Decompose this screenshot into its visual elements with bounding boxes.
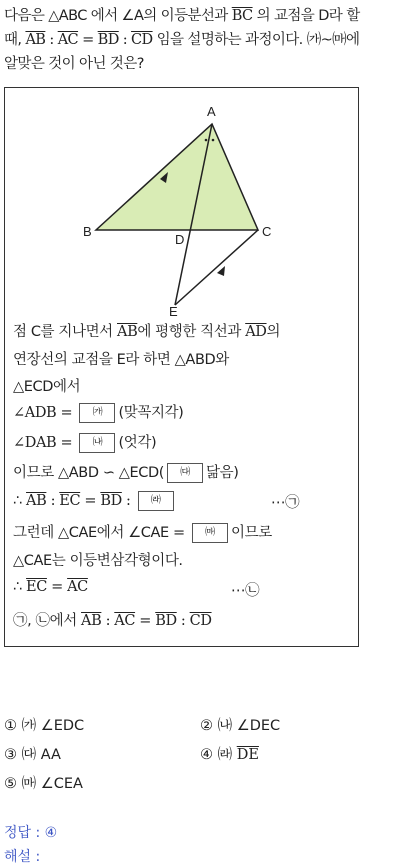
proof-line9: △CAE는 이등변삼각형이다. [13, 553, 183, 569]
segment-bd: $\overline{BD}$ [100, 493, 122, 509]
label-c: C [262, 224, 272, 239]
segment-cd: $\overline{CD}$ [131, 32, 153, 48]
angle-mark-icon [212, 139, 215, 142]
text: = [80, 493, 101, 509]
label-d: D [175, 232, 185, 247]
triangle-figure [79, 100, 279, 319]
question-line1: 다음은 △ABC 에서 ∠A의 이등분선과 [4, 8, 232, 24]
segment-de: $\overline{DE}$ [236, 747, 259, 763]
blank-ma: ㈒ [192, 523, 228, 543]
option-2[interactable]: ② ㈏ ∠DEC [200, 718, 281, 734]
tag-2: ⋯㉡ [231, 583, 260, 599]
segment-ac: $\overline{AC}$ [57, 32, 79, 48]
colon: : [45, 32, 58, 48]
text: = [135, 613, 156, 629]
segment-bc: $\overline{BC}$ [231, 8, 253, 24]
option-1[interactable]: ① ㈎ ∠EDC [4, 718, 85, 734]
proof-line6 [13, 461, 239, 483]
triangle-diagram [79, 100, 279, 310]
segment-ab: $\overline{AB}$ [26, 493, 47, 509]
question-line3: 알맞은 것이 아닌 것은? [4, 56, 144, 72]
answer-label: 정답 : ④ [4, 825, 58, 841]
proof-line7 [13, 491, 177, 511]
segment-ac: $\overline{AC}$ [67, 579, 88, 595]
text: ∴ [13, 493, 27, 509]
text: ∠DAB = [13, 435, 77, 451]
blank-ra: ㈑ [138, 491, 174, 511]
question-line1-end: 의 교점을 D라 할 [252, 8, 360, 24]
text: : [101, 613, 115, 629]
blank-ga: ㈎ [79, 403, 115, 423]
proof-line1 [13, 320, 280, 341]
text: : [176, 613, 190, 629]
text: 의 [266, 324, 281, 340]
segment-ac: $\overline{AC}$ [114, 613, 136, 629]
text: 그런데 △CAE에서 ∠CAE = [13, 525, 189, 541]
tag-1: ⋯㉠ [271, 495, 300, 511]
proof-line2: 연장선의 교점을 E라 하면 △ABD와 [13, 352, 229, 368]
blank-na: ㈏ [79, 433, 115, 453]
question-text [4, 4, 396, 76]
angle-mark-icon [205, 139, 208, 142]
text: ㉠, ㉡에서 [13, 613, 82, 629]
segment-ab: $\overline{AB}$ [25, 32, 46, 48]
segment-ab: $\overline{AB}$ [117, 324, 138, 340]
proof-box [4, 87, 359, 647]
text: 이므로 [230, 525, 272, 541]
segment-ad: $\overline{AD}$ [245, 324, 267, 340]
proof-line4 [13, 401, 183, 423]
colon: : [118, 32, 132, 48]
option-4[interactable] [200, 743, 259, 764]
proof-line10 [13, 579, 88, 595]
text: : [46, 493, 60, 509]
text: (엇각) [118, 435, 157, 451]
blank-da: ㈐ [167, 463, 203, 483]
proof-line8 [13, 521, 272, 543]
equals: = [78, 32, 98, 48]
triangle-abc [96, 124, 258, 230]
segment-bd: $\overline{BD}$ [97, 32, 119, 48]
explanation-label: 해설 : [4, 849, 41, 865]
text: ④ ㈑ [200, 747, 237, 763]
text: 에 평행한 직선과 [137, 324, 246, 340]
proof-line11 [13, 609, 212, 630]
segment-ab: $\overline{AB}$ [81, 613, 102, 629]
text: (맞꼭지각) [118, 405, 184, 421]
text: 닮음) [206, 465, 239, 481]
text: = [46, 579, 68, 595]
text: 점 C를 지나면서 [13, 324, 117, 340]
arrow-ce-icon [217, 266, 225, 276]
text: 이므로 △ABD ∽ △ECD( [13, 465, 165, 481]
label-a: A [207, 104, 216, 119]
proof-line5 [13, 431, 156, 453]
segment-bd: $\overline{BD}$ [155, 613, 177, 629]
option-5[interactable]: ⑤ ㈒ ∠CEA [4, 776, 83, 792]
text: ∠ADB = [13, 405, 77, 421]
question-line2-end: 임을 설명하는 과정이다. ㈎~㈒에 [152, 32, 360, 48]
label-b: B [83, 224, 92, 239]
question-line2-start: 때, [4, 32, 26, 48]
segment-ec: $\overline{EC}$ [26, 579, 47, 595]
text: ∴ [13, 579, 27, 595]
option-3[interactable]: ③ ㈐ AA [4, 747, 61, 763]
segment-ec: $\overline{EC}$ [59, 493, 81, 509]
text: : [121, 493, 135, 509]
proof-line3: △ECD에서 [13, 379, 81, 395]
segment-cd: $\overline{CD}$ [189, 613, 212, 629]
label-e: E [169, 304, 178, 319]
